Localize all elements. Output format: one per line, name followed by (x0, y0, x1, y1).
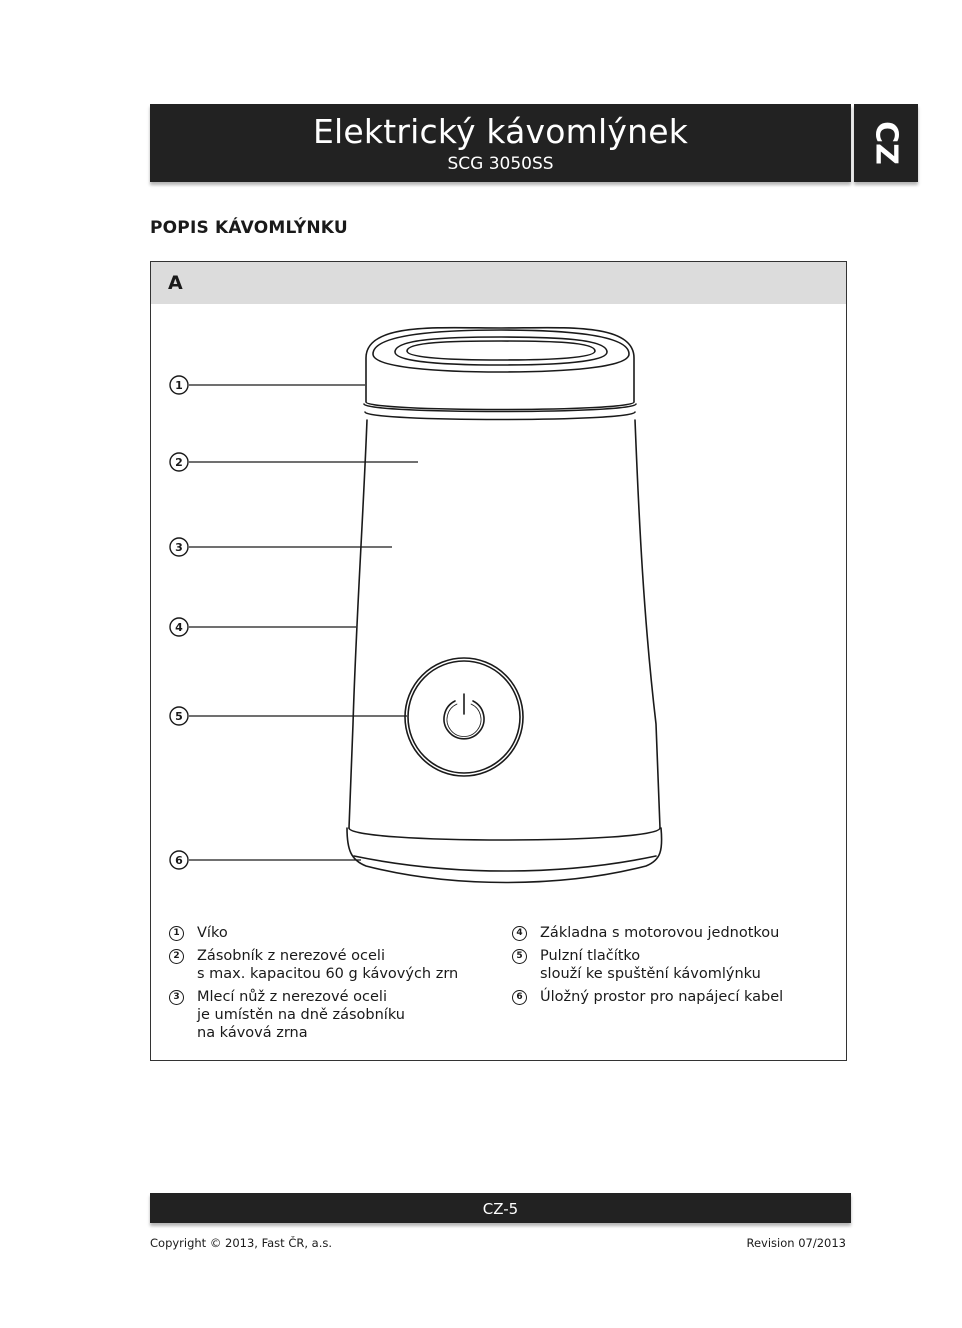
legend-line: Úložný prostor pro napájecí kabel (540, 989, 784, 1005)
legend-number: 3 (169, 990, 184, 1005)
body-right-side (635, 420, 660, 828)
lid-seam-band-bottom (365, 412, 635, 420)
legend-number: 6 (512, 990, 527, 1005)
legend-text (540, 924, 779, 942)
power-button-inner (408, 661, 520, 773)
figure-label: A (168, 272, 183, 294)
legend-number: 2 (169, 949, 184, 964)
legend-line: Mlecí nůž z nerezové oceli (197, 989, 387, 1005)
body-left-side (349, 420, 367, 828)
language-code: CZ (868, 121, 904, 165)
legend-text (540, 988, 783, 1006)
figure-box (150, 261, 847, 1061)
page-title: Elektrický kávomlýnek (312, 112, 689, 151)
revision-label: Revision 07/2013 (746, 1236, 846, 1250)
callout-number-5: 5 (175, 710, 183, 723)
base-top-edge (349, 828, 660, 840)
coffee-grinder-drawing (151, 262, 846, 902)
language-tab (854, 104, 918, 182)
legend-line: slouží ke spuštění kávomlýnku (540, 966, 761, 982)
legend-line: je umístěn na dně zásobníku (197, 1007, 405, 1023)
callout-number-2: 2 (175, 456, 183, 469)
callout-number-1: 1 (175, 379, 183, 392)
lid-outline (366, 328, 634, 410)
callout-number-6: 6 (175, 854, 183, 867)
page-number: CZ-5 (482, 1200, 519, 1218)
legend-line: Pulzní tlačítko (540, 948, 641, 964)
base-inner-line (354, 856, 656, 871)
legend-text (540, 947, 761, 983)
legend-number: 4 (512, 926, 527, 941)
legend-text (197, 924, 228, 942)
legend-text (197, 947, 458, 983)
legend-number: 1 (169, 926, 184, 941)
legend-line: Zásobník z nerezové oceli (197, 948, 385, 964)
legend-line: Víko (197, 925, 228, 941)
copyright-notice: Copyright © 2013, Fast ČR, a.s. (150, 1236, 333, 1250)
section-heading: POPIS KÁVOMLÝNKU (150, 218, 348, 238)
footer-bar (150, 1193, 851, 1223)
callout-number-4: 4 (175, 621, 183, 634)
legend-line: s max. kapacitou 60 g kávových zrn (197, 966, 459, 982)
legend-line: na kávová zrna (197, 1025, 308, 1041)
legend-line: Základna s motorovou jednotkou (540, 925, 780, 941)
callout-number-3: 3 (175, 541, 183, 554)
power-button-outer (405, 658, 523, 776)
model-number: SCG 3050SS (447, 154, 554, 174)
legend-text (197, 988, 405, 1042)
legend-number: 5 (512, 949, 527, 964)
header-bar (150, 104, 851, 182)
lid-rim-inner-2 (407, 341, 595, 360)
